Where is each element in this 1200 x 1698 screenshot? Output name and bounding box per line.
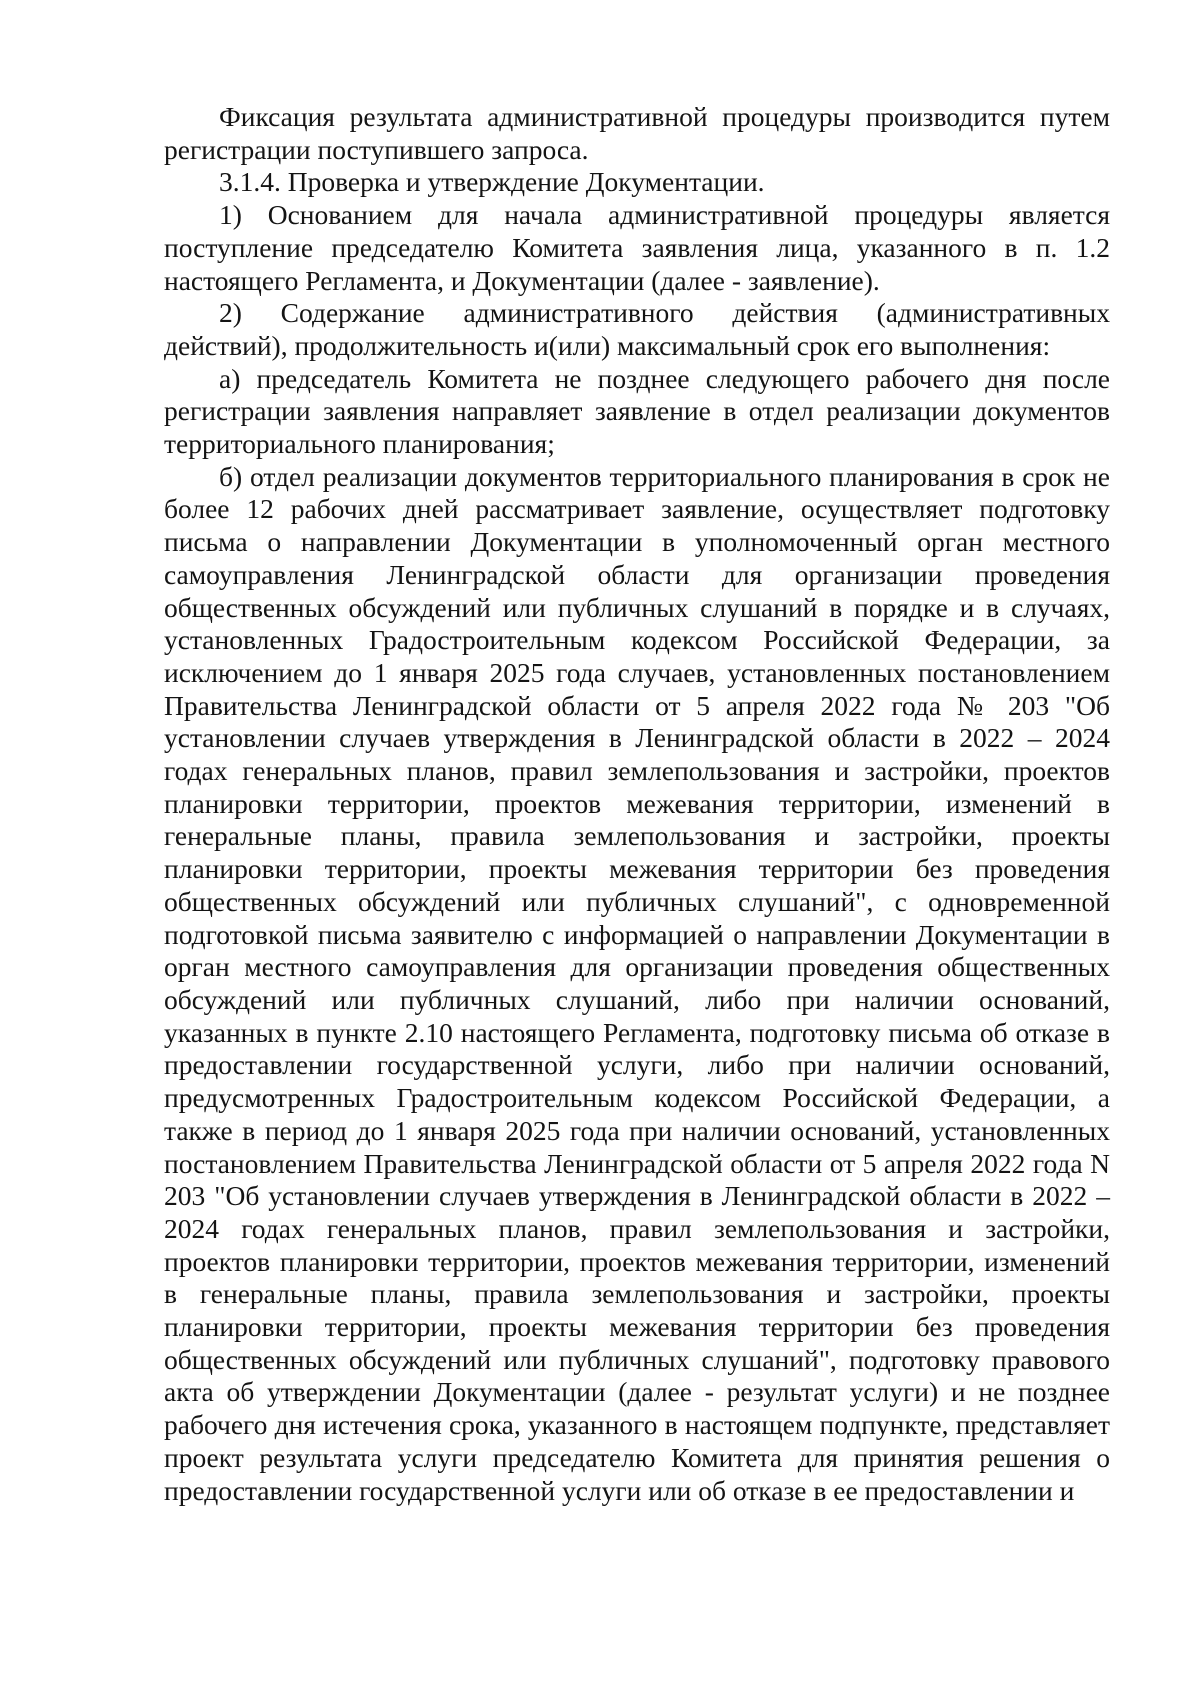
paragraph-item-1-basis: 1) Основанием для начала административной процедуры является поступление председателю Комитета заявления лица, указанного в п. 1.2 настоящего Регламента, и Документации (далее - заявление). xyxy=(164,199,1110,296)
paragraph-subitem-a: а) председатель Комитета не позднее следующего рабочего дня после регистрации заявления направляет заявление в отдел реализации документов территориального планирования; xyxy=(164,362,1110,460)
paragraph-item-2-content: 2) Содержание административного действия (административных действий), продолжительность и(или) максимальный срок его выполнения: xyxy=(164,297,1110,361)
paragraph-registration-fixation: Фиксация результата административной процедуры производится путем регистрации поступившего запроса. xyxy=(164,101,1110,165)
paragraph-subitem-b: б) отдел реализации документов территориального планирования в срок не более 12 рабочих дней рассматривает заявление, осуществляет подготовку письма о направлении Документации в уполномоченный орган местного самоуправления Ленинградской области для организации проведения общественных обсуждений или публичных слушаний в порядке и в случаях, установленных Градостроительным кодексом Российской Федерации, за исключением до 1 января 2025 года случаев, установленных постановлением Правительства Ленинградской области от 5 апреля 2022 года № 203 "Об установлении случаев утверждения в Ленинградской области в 2022 – 2024 годах генеральных планов, правил землепользования и застройки, проектов планировки территории, проектов межевания территории, изменений в генеральные планы, правила землепользования и застройки, проекты планировки территории, проекты межевания территории без проведения общественных обсуждений или публичных слушаний", с одновременной подготовкой письма заявителю с информацией о направлении Документации в орган местного самоуправления для организации проведения общественных обсуждений или публичных слушаний, либо при наличии оснований, указанных в пункте 2.10 настоящего Регламента, подготовку письма об отказе в предоставлении государственной услуги, либо при наличии оснований, предусмотренных Градостроительным кодексом Российской Федерации, а также в период до 1 января 2025 года при наличии оснований, установленных постановлением Правительства Ленинградской области от 5 апреля 2022 года N 203 "Об установлении случаев утверждения в Ленинградской области в 2022 – 2024 годах генеральных планов, правил землепользования и застройки, проектов планировки территории, проектов межевания территории, изменений в генеральные планы, правила землепользования и застройки, проекты планировки территории, проекты межевания территории без проведения общественных обсуждений или публичных слушаний", подготовку правового акта об утверждении Документации (далее - результат услуги) и не позднее рабочего дня истечения срока, указанного в настоящем подпункте, представляет проект результата услуги председателю Комитета для принятия решения о предоставлении государственной услуги или об отказе в ее предоставлении и xyxy=(164,460,1110,1506)
paragraph-section-3-1-4-heading: 3.1.4. Проверка и утверждение Документации. xyxy=(219,166,765,198)
document-page xyxy=(164,101,1110,1507)
